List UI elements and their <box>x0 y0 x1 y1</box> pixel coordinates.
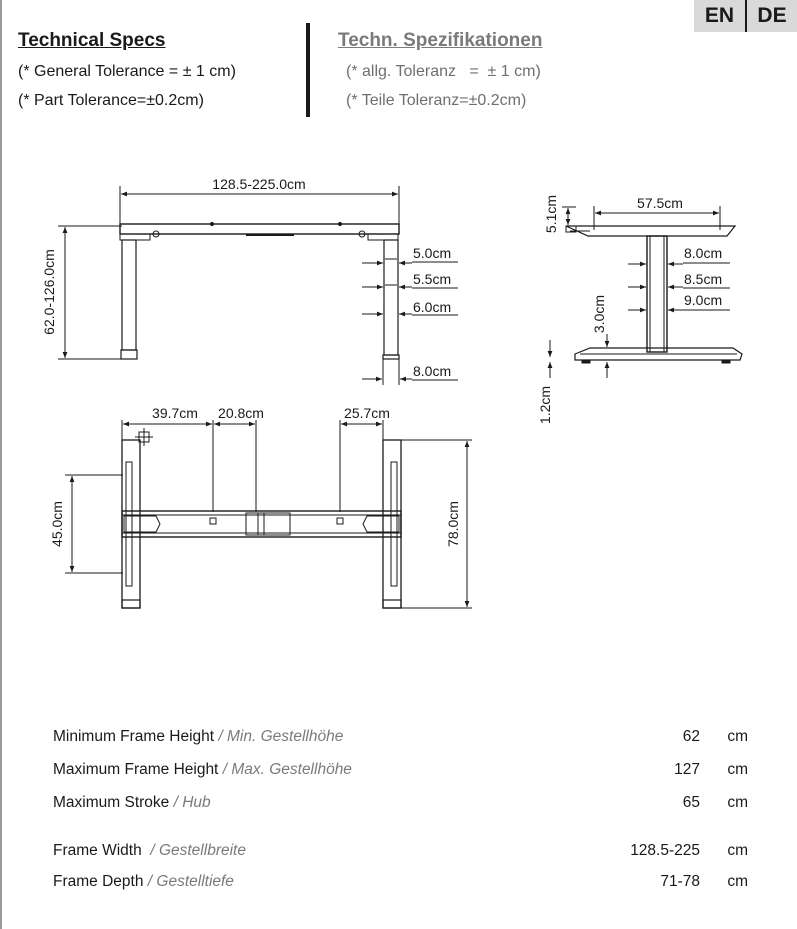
spec-value: 128.5-225 <box>630 842 700 859</box>
top-inner-depth: 45.0cm <box>49 501 65 547</box>
front-column-size-3: 6.0cm <box>413 299 452 315</box>
side-column-size-3: 9.0cm <box>684 292 723 308</box>
general-tolerance-en: (* General Tolerance = ± 1 cm) <box>18 63 236 80</box>
front-column-size-1: 5.0cm <box>413 245 452 261</box>
front-column-size-2: 5.5cm <box>413 271 452 287</box>
spec-value: 127 <box>674 761 700 778</box>
heading-en: Technical Specs <box>18 30 166 51</box>
spec-unit: cm <box>727 873 748 890</box>
general-tolerance-de: (* allg. Toleranz = ± 1 cm) <box>346 63 541 80</box>
front-width-range: 128.5-225.0cm <box>212 176 306 192</box>
spec-label-de: Gestellbreite <box>158 842 246 859</box>
front-view <box>58 186 458 385</box>
side-bracket-height: 5.1cm <box>543 194 559 234</box>
side-foot-height: 3.0cm <box>591 294 607 334</box>
side-leveler-height: 1.2cm <box>537 385 553 425</box>
spec-label-de: Hub <box>182 794 211 811</box>
side-column-size-1: 8.0cm <box>684 245 723 261</box>
spec-label-en: Frame Depth <box>53 873 144 890</box>
heading-de: Techn. Spezifikationen <box>338 30 543 51</box>
front-foot-width: 8.0cm <box>413 363 452 379</box>
top-offset-center: 20.8cm <box>218 405 264 421</box>
lang-en-button[interactable]: EN <box>694 0 745 32</box>
spec-row-min-height: Minimum Frame Height / Min. Gestellhöhe 62 cm <box>53 728 748 745</box>
spec-row-frame-width: Frame Width / Gestellbreite 128.5-225 cm <box>53 842 748 859</box>
part-tolerance-en: (* Part Tolerance=±0.2cm) <box>18 92 204 109</box>
spec-unit: cm <box>727 842 748 859</box>
top-view <box>65 420 472 608</box>
top-offset-right: 25.7cm <box>344 405 390 421</box>
side-top-depth: 57.5cm <box>637 195 683 211</box>
spec-label-en: Maximum Frame Height <box>53 761 219 778</box>
spec-value: 71-78 <box>660 873 700 890</box>
spec-label-en: Maximum Stroke <box>53 794 170 811</box>
top-frame-depth: 78.0cm <box>445 501 461 547</box>
spec-row-frame-depth: Frame Depth / Gestelltiefe 71-78 cm <box>53 873 748 890</box>
spec-label-en: Frame Width <box>53 842 147 859</box>
lang-de-button[interactable]: DE <box>747 0 797 32</box>
spec-label-de: Max. Gestellhöhe <box>231 761 352 778</box>
part-tolerance-de: (* Teile Toleranz=±0.2cm) <box>346 92 527 109</box>
spec-label-en: Minimum Frame Height <box>53 728 215 745</box>
front-height-range: 62.0-126.0cm <box>41 249 57 335</box>
spec-row-max-height: Maximum Frame Height / Max. Gestellhöhe 127 cm <box>53 761 748 778</box>
spec-value: 62 <box>682 728 700 745</box>
side-column-size-2: 8.5cm <box>684 271 723 287</box>
spec-unit: cm <box>727 794 748 811</box>
spec-row-stroke: Maximum Stroke / Hub 65 cm <box>53 794 748 811</box>
spec-unit: cm <box>727 728 748 745</box>
spec-label-de: Min. Gestellhöhe <box>227 728 344 745</box>
top-offset-left: 39.7cm <box>152 405 198 421</box>
spec-unit: cm <box>727 761 748 778</box>
spec-value: 65 <box>682 794 700 811</box>
spec-label-de: Gestelltiefe <box>156 873 234 890</box>
